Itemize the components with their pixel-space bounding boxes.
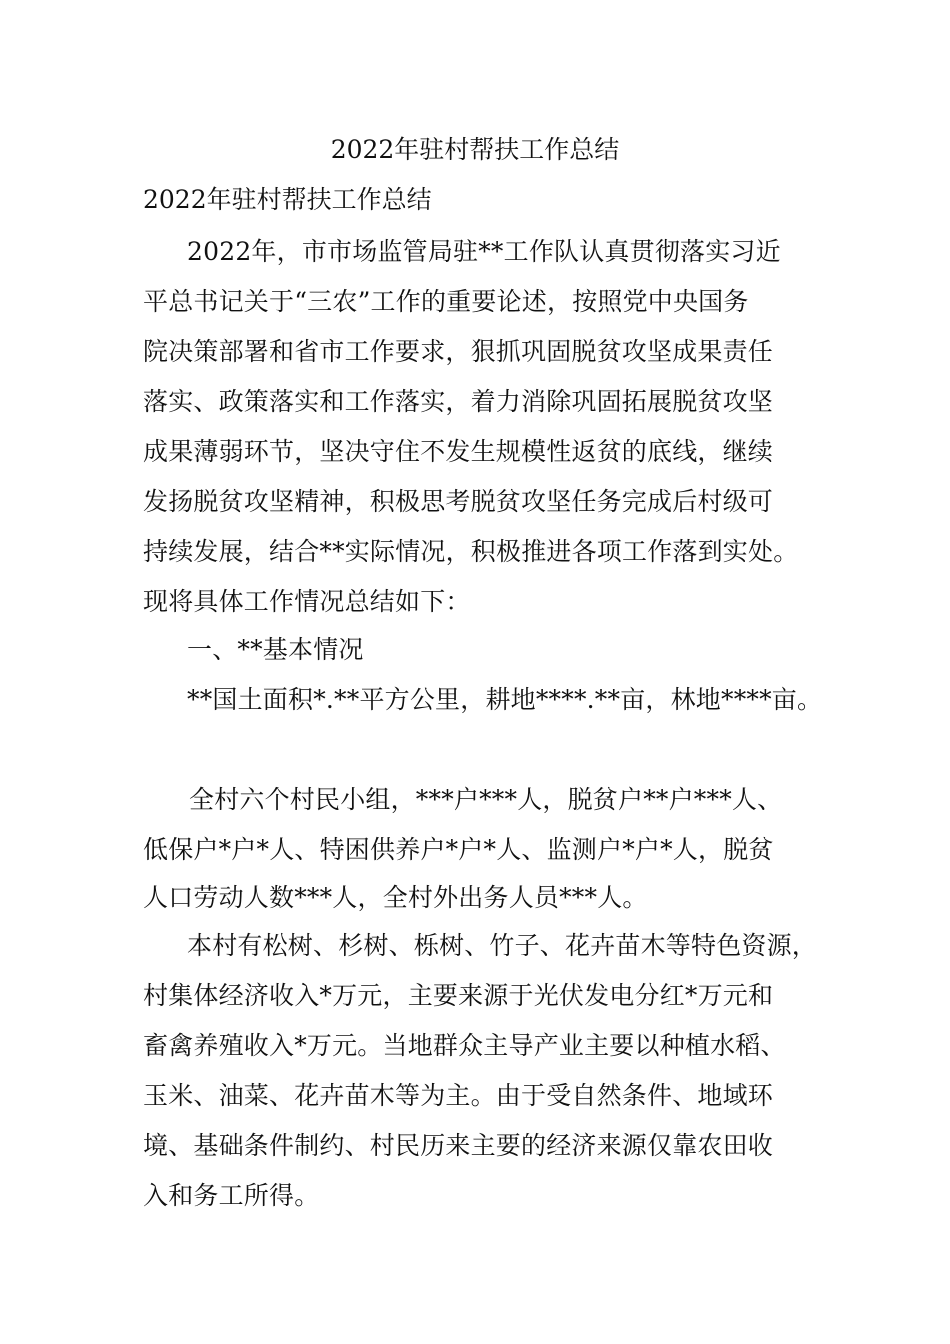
- paragraph-line: 入和务工所得。: [143, 1181, 320, 1210]
- paragraph-line: 村集体经济收入*万元，主要来源于光伏发电分红*万元和: [143, 981, 774, 1010]
- paragraph-line: 全村六个村民小组，***户***人，脱贫户**户***人、: [189, 785, 783, 814]
- section-heading: 一、**基本情况: [187, 635, 364, 664]
- paragraph-line: 持续发展，结合**实际情况，积极推进各项工作落到实处。: [143, 537, 799, 566]
- paragraph-line: 低保户*户*人、特困供养户*户*人、监测户*户*人，脱贫: [143, 835, 774, 864]
- paragraph-line: 玉米、油菜、花卉苗木等为主。由于受自然条件、地域环: [143, 1081, 774, 1110]
- paragraph-line: 本村有松树、杉树、栎树、竹子、花卉苗木等特色资源，: [187, 931, 818, 960]
- paragraph-line: 成果薄弱环节，坚决守住不发生规模性返贫的底线，继续: [143, 437, 774, 466]
- paragraph-line: 平总书记关于“三农”工作的重要论述，按照党中央国务: [143, 287, 749, 316]
- paragraph-line: **国土面积*.**平方公里，耕地****.**亩，林地****亩。: [187, 685, 823, 714]
- document-subtitle: 2022年驻村帮扶工作总结: [143, 185, 432, 214]
- paragraph-line: 人口劳动人数***人，全村外出务人员***人。: [143, 883, 648, 912]
- paragraph-line: 落实、政策落实和工作落实，着力消除巩固拓展脱贫攻坚: [143, 387, 774, 416]
- paragraph-line: 境、基础条件制约、村民历来主要的经济来源仅靠农田收: [143, 1131, 774, 1160]
- paragraph-line: 畜禽养殖收入*万元。当地群众主导产业主要以种植水稻、: [143, 1031, 786, 1060]
- paragraph-line: 现将具体工作情况总结如下：: [143, 587, 471, 616]
- document-title: 2022年驻村帮扶工作总结: [330, 135, 620, 164]
- paragraph-line: 发扬脱贫攻坚精神，积极思考脱贫攻坚任务完成后村级可: [143, 487, 774, 516]
- paragraph-line: 院决策部署和省市工作要求，狠抓巩固脱贫攻坚成果责任: [143, 337, 774, 366]
- paragraph-line: 2022年，市市场监管局驻**工作队认真贯彻落实习近: [187, 237, 781, 266]
